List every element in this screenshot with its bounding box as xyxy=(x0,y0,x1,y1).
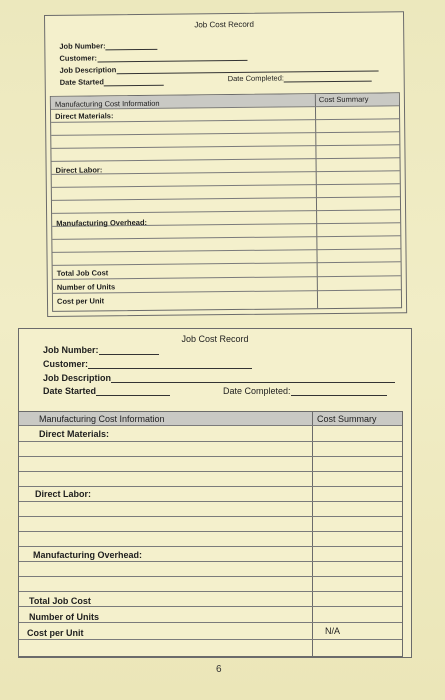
mci-header: Manufacturing Cost Information xyxy=(39,414,165,424)
job-cost-record-form-1 xyxy=(44,11,407,317)
date-started-label: Date Started xyxy=(43,386,97,396)
manufacturing-overhead-label: Manufacturing Overhead: xyxy=(33,550,143,560)
date-completed-row xyxy=(228,73,372,84)
job-number-row xyxy=(59,41,157,51)
page-number: 6 xyxy=(216,664,222,675)
date-started-field[interactable] xyxy=(104,77,164,87)
customer-label: Customer: xyxy=(43,359,89,369)
date-completed-field[interactable] xyxy=(284,73,372,83)
table-row[interactable] xyxy=(19,472,402,487)
table-row[interactable] xyxy=(19,442,402,457)
table-row xyxy=(53,290,401,309)
customer-row xyxy=(43,359,252,369)
number-of-units-label: Number of Units xyxy=(56,282,116,292)
date-started-row xyxy=(43,386,170,396)
customer-row xyxy=(59,52,247,63)
job-number-field[interactable] xyxy=(99,346,159,355)
job-number-row xyxy=(43,345,159,355)
date-started-label: Date Started xyxy=(59,77,104,87)
table-row[interactable] xyxy=(19,577,402,592)
job-description-label: Job Description xyxy=(59,65,117,75)
direct-labor-label: Direct Labor: xyxy=(55,165,103,175)
cost-table xyxy=(18,411,403,657)
customer-field[interactable] xyxy=(97,52,247,63)
date-completed-label: Date Completed: xyxy=(227,73,285,84)
job-description-row xyxy=(43,373,395,383)
date-started-row xyxy=(60,77,164,87)
table-row[interactable] xyxy=(19,532,402,547)
job-number-field[interactable] xyxy=(106,41,158,51)
cost-per-unit-value: N/A xyxy=(325,626,341,636)
cost-per-unit-label: Cost per Unit xyxy=(56,296,105,306)
cost-summary-header: Cost Summary xyxy=(317,414,377,424)
direct-materials-label: Direct Materials: xyxy=(55,111,114,121)
job-cost-record-form-2 xyxy=(18,328,412,658)
mci-header: Manufacturing Cost Information xyxy=(54,98,160,109)
number-of-units-label: Number of Units xyxy=(29,612,100,622)
table-row[interactable] xyxy=(19,457,402,472)
job-number-label: Job Number: xyxy=(59,41,106,51)
direct-materials-label: Direct Materials: xyxy=(39,429,110,439)
date-started-field[interactable] xyxy=(96,387,170,396)
table-row xyxy=(19,412,402,426)
customer-label: Customer: xyxy=(59,53,98,63)
date-completed-row xyxy=(223,386,387,396)
date-completed-field[interactable] xyxy=(291,387,387,396)
manufacturing-overhead-label: Manufacturing Overhead: xyxy=(56,217,148,228)
customer-field[interactable] xyxy=(88,360,252,369)
table-row[interactable] xyxy=(19,502,402,517)
cost-table xyxy=(50,92,402,312)
date-completed-label: Date Completed: xyxy=(223,386,291,396)
job-description-field[interactable] xyxy=(111,374,395,383)
job-number-label: Job Number: xyxy=(43,345,99,355)
form-title: Job Cost Record xyxy=(181,334,249,344)
job-description-label: Job Description xyxy=(43,373,112,383)
table-row[interactable] xyxy=(19,517,402,532)
table-row[interactable] xyxy=(19,562,402,577)
direct-labor-label: Direct Labor: xyxy=(35,489,92,499)
total-job-cost-label: Total Job Cost xyxy=(29,596,91,606)
total-job-cost-label: Total Job Cost xyxy=(56,268,109,278)
table-row xyxy=(19,640,402,656)
cost-summary-header: Cost Summary xyxy=(318,94,369,105)
form-title: Job Cost Record xyxy=(194,19,254,30)
cost-per-unit-label: Cost per Unit xyxy=(27,628,84,638)
